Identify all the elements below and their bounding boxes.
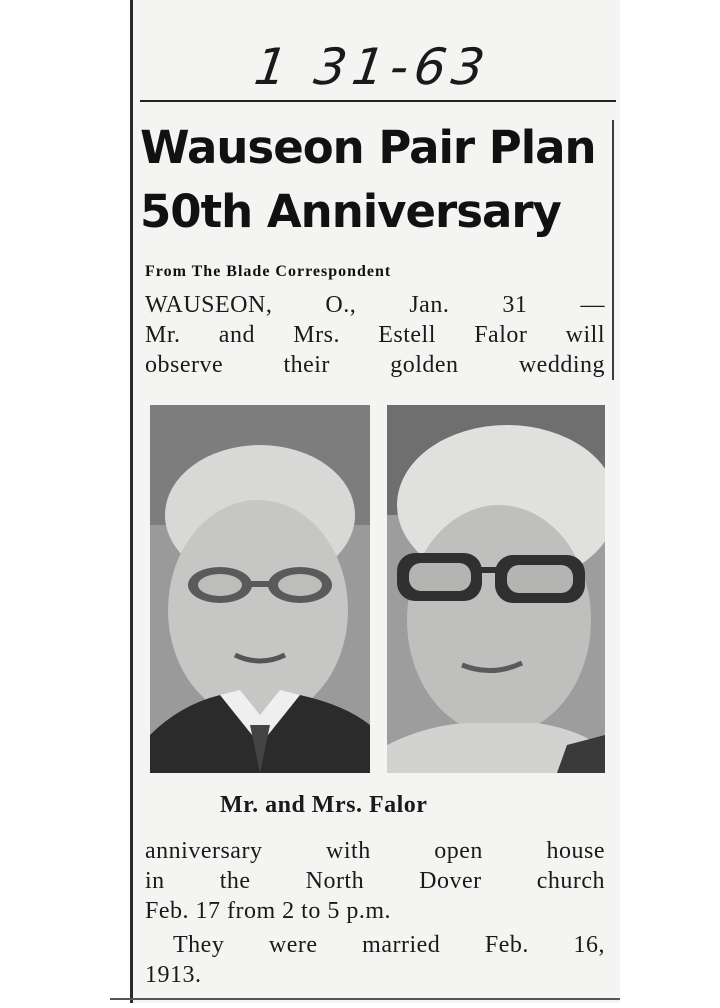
headline bbox=[140, 116, 610, 244]
paragraph-3-line: They were married Feb. 16, bbox=[173, 932, 605, 958]
paragraph-2-line: Feb. 17 from 2 to 5 p.m. bbox=[145, 898, 391, 924]
paragraph-3 bbox=[145, 930, 605, 990]
paragraph-3-line: 1913. bbox=[145, 962, 202, 988]
paragraph-1 bbox=[145, 290, 605, 380]
photo-mrs-falor bbox=[387, 405, 605, 773]
paragraph-1-line: observe their golden wedding bbox=[145, 352, 605, 378]
clipping-right-edge bbox=[612, 120, 614, 380]
handwritten-date: 1 31-63 bbox=[250, 38, 495, 96]
headline-line-1: Wauseon Pair Plan bbox=[140, 121, 596, 174]
clipping-bottom-edge bbox=[110, 998, 620, 1000]
paragraph-2-line: in the North Dover church bbox=[145, 868, 605, 894]
photo-caption: Mr. and Mrs. Falor bbox=[220, 792, 428, 818]
clipping-left-edge bbox=[130, 0, 133, 1003]
paragraph-2 bbox=[145, 836, 605, 926]
paragraph-1-line: WAUSEON, O., Jan. 31 — bbox=[145, 292, 605, 318]
date-divider bbox=[140, 100, 616, 102]
byline: From The Blade Correspondent bbox=[145, 263, 392, 280]
portrait-man-image bbox=[150, 405, 370, 773]
portrait-woman-image bbox=[387, 405, 605, 773]
headline-line-2: 50th Anniversary bbox=[140, 185, 561, 238]
paragraph-1-line: Mr. and Mrs. Estell Falor will bbox=[145, 322, 605, 348]
paragraph-2-line: anniversary with open house bbox=[145, 838, 605, 864]
photo-mr-falor bbox=[150, 405, 370, 773]
